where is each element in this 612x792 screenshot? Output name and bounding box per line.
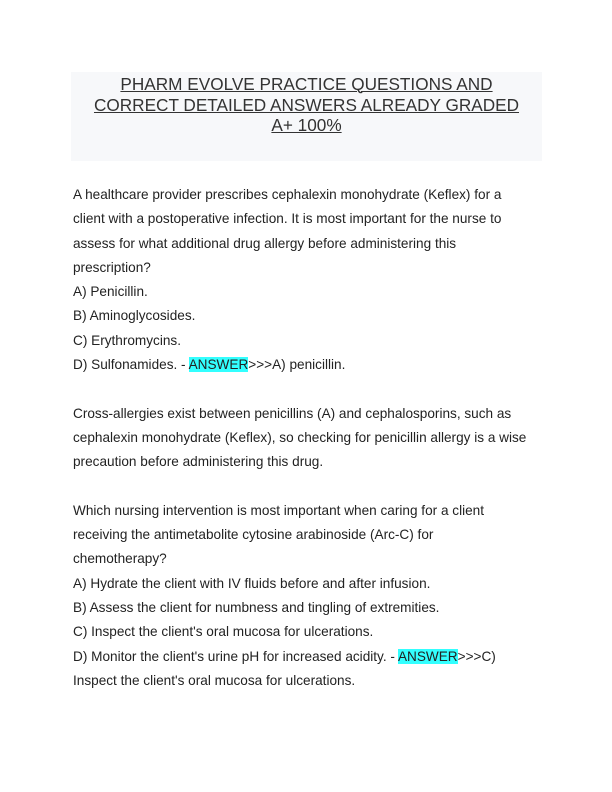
q1-option-c: C) Erythromycins. [73,332,182,348]
q2-stem-line-2: receiving the antimetabolite cytosine arabinoside (Arc-C) for [73,527,434,543]
q1-stem-line-4: prescription? [73,259,151,275]
q1-rationale-line-3: precaution before administering this drug. [73,454,324,470]
q1-answer-text: >>>A) penicillin. [248,357,346,373]
document-title-box [71,72,542,161]
q1-answer-highlight: ANSWER [188,357,249,373]
q2-option-b: B) Assess the client for numbness and tingling of extremities. [73,600,440,616]
q2-stem-line-1: Which nursing intervention is most important when caring for a client [73,502,485,518]
q2-answer-highlight: ANSWER [397,648,458,664]
q1-stem-line-1: A healthcare provider prescribes cephalexin monohydrate (Keflex) for a [73,187,502,202]
q2-option-c: C) Inspect the client's oral mucosa for ulcerations. [73,624,374,640]
q1-rationale-line-1: Cross-allergies exist between penicillins (A) and cephalosporins, such as [73,405,512,421]
q2-option-d: D) Monitor the client's urine pH for increased acidity. - [73,648,398,664]
q2-option-a: A) Hydrate the client with IV fluids before and after infusion. [73,575,431,591]
document-body [73,183,545,693]
q1-stem-line-3: assess for what additional drug allergy before administering this [73,235,457,251]
document-title-line-3: A+ 100% [271,115,342,135]
q1-option-b: B) Aminoglycosides. [73,308,196,324]
document-title-line-2: CORRECT DETAILED ANSWERS ALREADY GRADED [93,94,519,115]
q1-option-a: A) Penicillin. [73,284,148,300]
document-title-line-1: PHARM EVOLVE PRACTICE QUESTIONS AND [120,74,493,94]
q2-answer-text: >>>C) [457,648,496,664]
q2-option-d-line [73,645,545,669]
q1-option-d: D) Sulfonamides. - [73,357,189,373]
paragraph-gap [73,377,545,401]
q1-stem-line-2: client with a postoperative infection. It is most important for the nurse to [73,211,502,227]
q1-rationale-line-2: cephalexin monohydrate (Keflex), so checking for penicillin allergy is a wise [73,429,527,445]
q2-answer-continuation: Inspect the client's oral mucosa for ulcerations. [73,672,356,688]
q1-option-d-line [73,353,545,377]
q2-stem-line-3: chemotherapy? [73,551,167,567]
paragraph-gap [73,475,545,499]
